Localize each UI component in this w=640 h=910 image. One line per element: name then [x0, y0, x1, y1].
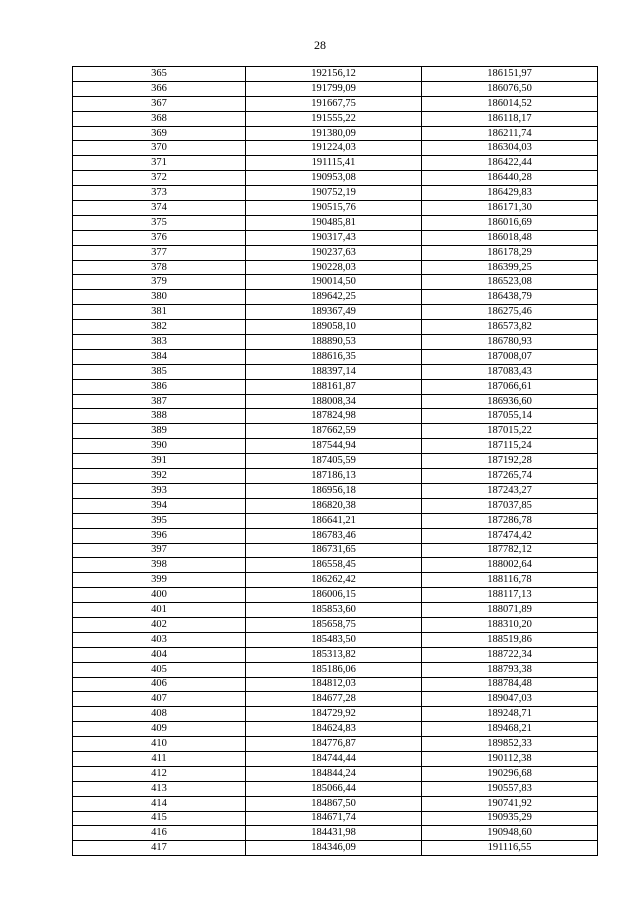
- point-number-cell: 411: [73, 751, 246, 766]
- point-number-cell: 393: [73, 483, 246, 498]
- point-number-cell: 398: [73, 558, 246, 573]
- x-coordinate-cell: 187824,98: [246, 409, 422, 424]
- y-coordinate-cell: 191116,55: [422, 841, 598, 856]
- x-coordinate-cell: 188616,35: [246, 349, 422, 364]
- x-coordinate-cell: 191799,09: [246, 81, 422, 96]
- x-coordinate-cell: 187405,59: [246, 454, 422, 469]
- y-coordinate-cell: 190741,92: [422, 796, 598, 811]
- point-number-cell: 399: [73, 573, 246, 588]
- y-coordinate-cell: 188519,86: [422, 632, 598, 647]
- y-coordinate-cell: 188002,64: [422, 558, 598, 573]
- x-coordinate-cell: 190953,08: [246, 171, 422, 186]
- table-row: [73, 603, 598, 618]
- table-row: [73, 156, 598, 171]
- y-coordinate-cell: 189047,03: [422, 692, 598, 707]
- y-coordinate-cell: 189852,33: [422, 737, 598, 752]
- table-row: [73, 513, 598, 528]
- y-coordinate-cell: 187015,22: [422, 424, 598, 439]
- table-row: [73, 424, 598, 439]
- point-number-cell: 414: [73, 796, 246, 811]
- point-number-cell: 381: [73, 305, 246, 320]
- x-coordinate-cell: 185186,06: [246, 662, 422, 677]
- point-number-cell: 417: [73, 841, 246, 856]
- x-coordinate-cell: 184431,98: [246, 826, 422, 841]
- table-row: [73, 528, 598, 543]
- x-coordinate-cell: 186006,15: [246, 588, 422, 603]
- point-number-cell: 385: [73, 364, 246, 379]
- x-coordinate-cell: 191224,03: [246, 141, 422, 156]
- x-coordinate-cell: 184844,24: [246, 766, 422, 781]
- x-coordinate-cell: 186262,42: [246, 573, 422, 588]
- point-number-cell: 380: [73, 290, 246, 305]
- y-coordinate-cell: 186780,93: [422, 335, 598, 350]
- x-coordinate-cell: 191380,09: [246, 126, 422, 141]
- table-row: [73, 483, 598, 498]
- point-number-cell: 366: [73, 81, 246, 96]
- table-row: [73, 349, 598, 364]
- x-coordinate-cell: 187662,59: [246, 424, 422, 439]
- point-number-cell: 377: [73, 245, 246, 260]
- y-coordinate-cell: 188116,78: [422, 573, 598, 588]
- table-row: [73, 781, 598, 796]
- y-coordinate-cell: 187008,07: [422, 349, 598, 364]
- y-coordinate-cell: 187286,78: [422, 513, 598, 528]
- x-coordinate-cell: 190228,03: [246, 260, 422, 275]
- y-coordinate-cell: 187474,42: [422, 528, 598, 543]
- y-coordinate-cell: 190112,38: [422, 751, 598, 766]
- x-coordinate-cell: 191115,41: [246, 156, 422, 171]
- point-number-cell: 370: [73, 141, 246, 156]
- table-row: [73, 111, 598, 126]
- y-coordinate-cell: 187055,14: [422, 409, 598, 424]
- y-coordinate-cell: 188117,13: [422, 588, 598, 603]
- point-number-cell: 368: [73, 111, 246, 126]
- point-number-cell: 397: [73, 543, 246, 558]
- y-coordinate-cell: 186422,44: [422, 156, 598, 171]
- x-coordinate-cell: 188397,14: [246, 364, 422, 379]
- y-coordinate-cell: 186275,46: [422, 305, 598, 320]
- table-row: [73, 67, 598, 82]
- table-row: [73, 260, 598, 275]
- y-coordinate-cell: 186014,52: [422, 96, 598, 111]
- table-row: [73, 81, 598, 96]
- table-row: [73, 290, 598, 305]
- x-coordinate-cell: 186731,65: [246, 543, 422, 558]
- x-coordinate-cell: 190752,19: [246, 186, 422, 201]
- x-coordinate-cell: 184776,87: [246, 737, 422, 752]
- point-number-cell: 395: [73, 513, 246, 528]
- x-coordinate-cell: 184744,44: [246, 751, 422, 766]
- table-row: [73, 215, 598, 230]
- table-row: [73, 305, 598, 320]
- table-row: [73, 141, 598, 156]
- point-number-cell: 372: [73, 171, 246, 186]
- table-row: [73, 811, 598, 826]
- table-row: [73, 379, 598, 394]
- table-row: [73, 126, 598, 141]
- point-number-cell: 404: [73, 647, 246, 662]
- table-row: [73, 573, 598, 588]
- table-row: [73, 692, 598, 707]
- point-number-cell: 406: [73, 677, 246, 692]
- x-coordinate-cell: 184867,50: [246, 796, 422, 811]
- table-row: [73, 707, 598, 722]
- x-coordinate-cell: 186820,38: [246, 498, 422, 513]
- point-number-cell: 402: [73, 617, 246, 632]
- y-coordinate-cell: 188071,89: [422, 603, 598, 618]
- x-coordinate-cell: 188890,53: [246, 335, 422, 350]
- y-coordinate-cell: 190948,60: [422, 826, 598, 841]
- y-coordinate-cell: 186429,83: [422, 186, 598, 201]
- y-coordinate-cell: 186304,03: [422, 141, 598, 156]
- y-coordinate-cell: 186399,25: [422, 260, 598, 275]
- x-coordinate-cell: 184729,92: [246, 707, 422, 722]
- y-coordinate-cell: 186440,28: [422, 171, 598, 186]
- point-number-cell: 407: [73, 692, 246, 707]
- table-row: [73, 394, 598, 409]
- x-coordinate-cell: 184812,03: [246, 677, 422, 692]
- table-row: [73, 766, 598, 781]
- y-coordinate-cell: 187192,28: [422, 454, 598, 469]
- point-number-cell: 376: [73, 230, 246, 245]
- x-coordinate-cell: 189642,25: [246, 290, 422, 305]
- x-coordinate-cell: 185483,50: [246, 632, 422, 647]
- table-row: [73, 439, 598, 454]
- table-row: [73, 498, 598, 513]
- y-coordinate-cell: 189248,71: [422, 707, 598, 722]
- point-number-cell: 391: [73, 454, 246, 469]
- point-number-cell: 403: [73, 632, 246, 647]
- x-coordinate-cell: 191555,22: [246, 111, 422, 126]
- y-coordinate-cell: 186178,29: [422, 245, 598, 260]
- y-coordinate-cell: 186936,60: [422, 394, 598, 409]
- x-coordinate-cell: 184346,09: [246, 841, 422, 856]
- x-coordinate-cell: 187186,13: [246, 469, 422, 484]
- table-row: [73, 841, 598, 856]
- y-coordinate-cell: 186151,97: [422, 67, 598, 82]
- y-coordinate-cell: 186211,74: [422, 126, 598, 141]
- point-number-cell: 389: [73, 424, 246, 439]
- y-coordinate-cell: 186118,17: [422, 111, 598, 126]
- x-coordinate-cell: 187544,94: [246, 439, 422, 454]
- x-coordinate-cell: 188008,34: [246, 394, 422, 409]
- table-row: [73, 751, 598, 766]
- point-number-cell: 367: [73, 96, 246, 111]
- x-coordinate-cell: 186783,46: [246, 528, 422, 543]
- point-number-cell: 371: [73, 156, 246, 171]
- table-row: [73, 364, 598, 379]
- y-coordinate-cell: 187066,61: [422, 379, 598, 394]
- y-coordinate-cell: 187243,27: [422, 483, 598, 498]
- point-number-cell: 386: [73, 379, 246, 394]
- point-number-cell: 390: [73, 439, 246, 454]
- point-number-cell: 373: [73, 186, 246, 201]
- x-coordinate-cell: 190237,63: [246, 245, 422, 260]
- point-number-cell: 410: [73, 737, 246, 752]
- point-number-cell: 409: [73, 722, 246, 737]
- point-number-cell: 369: [73, 126, 246, 141]
- x-coordinate-cell: 189367,49: [246, 305, 422, 320]
- y-coordinate-cell: 186076,50: [422, 81, 598, 96]
- table-row: [73, 543, 598, 558]
- page-number: 28: [314, 38, 326, 52]
- x-coordinate-cell: 191667,75: [246, 96, 422, 111]
- x-coordinate-cell: 185853,60: [246, 603, 422, 618]
- point-number-cell: 405: [73, 662, 246, 677]
- table-row: [73, 469, 598, 484]
- point-number-cell: 396: [73, 528, 246, 543]
- x-coordinate-cell: 185066,44: [246, 781, 422, 796]
- table-row: [73, 677, 598, 692]
- table-row: [73, 826, 598, 841]
- y-coordinate-cell: 186438,79: [422, 290, 598, 305]
- y-coordinate-cell: 190296,68: [422, 766, 598, 781]
- y-coordinate-cell: 186018,48: [422, 230, 598, 245]
- x-coordinate-cell: 190485,81: [246, 215, 422, 230]
- table-row: [73, 722, 598, 737]
- point-number-cell: 378: [73, 260, 246, 275]
- point-number-cell: 375: [73, 215, 246, 230]
- y-coordinate-cell: 187037,85: [422, 498, 598, 513]
- x-coordinate-cell: 184671,74: [246, 811, 422, 826]
- point-number-cell: 416: [73, 826, 246, 841]
- x-coordinate-cell: 186641,21: [246, 513, 422, 528]
- y-coordinate-cell: 186573,82: [422, 320, 598, 335]
- table-row: [73, 632, 598, 647]
- point-number-cell: 382: [73, 320, 246, 335]
- table-row: [73, 171, 598, 186]
- table-row: [73, 588, 598, 603]
- x-coordinate-cell: 185658,75: [246, 617, 422, 632]
- y-coordinate-cell: 189468,21: [422, 722, 598, 737]
- y-coordinate-cell: 187265,74: [422, 469, 598, 484]
- x-coordinate-cell: 190317,43: [246, 230, 422, 245]
- table-row: [73, 230, 598, 245]
- y-coordinate-cell: 190935,29: [422, 811, 598, 826]
- point-number-cell: 413: [73, 781, 246, 796]
- table-row: [73, 186, 598, 201]
- point-number-cell: 388: [73, 409, 246, 424]
- table-row: [73, 662, 598, 677]
- table-row: [73, 454, 598, 469]
- y-coordinate-cell: 187115,24: [422, 439, 598, 454]
- y-coordinate-cell: 188793,38: [422, 662, 598, 677]
- point-number-cell: 365: [73, 67, 246, 82]
- table-row: [73, 201, 598, 216]
- point-number-cell: 392: [73, 469, 246, 484]
- point-number-cell: 379: [73, 275, 246, 290]
- y-coordinate-cell: 188722,34: [422, 647, 598, 662]
- y-coordinate-cell: 186523,08: [422, 275, 598, 290]
- y-coordinate-cell: 187782,12: [422, 543, 598, 558]
- y-coordinate-cell: 188784,48: [422, 677, 598, 692]
- y-coordinate-cell: 190557,83: [422, 781, 598, 796]
- table-row: [73, 647, 598, 662]
- x-coordinate-cell: 184624,83: [246, 722, 422, 737]
- coordinates-table: [72, 66, 598, 856]
- table-row: [73, 796, 598, 811]
- x-coordinate-cell: 192156,12: [246, 67, 422, 82]
- point-number-cell: 412: [73, 766, 246, 781]
- x-coordinate-cell: 190515,76: [246, 201, 422, 216]
- table-row: [73, 245, 598, 260]
- coordinates-table-body: [73, 67, 598, 856]
- x-coordinate-cell: 189058,10: [246, 320, 422, 335]
- point-number-cell: 401: [73, 603, 246, 618]
- point-number-cell: 384: [73, 349, 246, 364]
- table-row: [73, 96, 598, 111]
- y-coordinate-cell: 186171,30: [422, 201, 598, 216]
- table-row: [73, 409, 598, 424]
- table-row: [73, 335, 598, 350]
- x-coordinate-cell: 186558,45: [246, 558, 422, 573]
- point-number-cell: 415: [73, 811, 246, 826]
- y-coordinate-cell: 188310,20: [422, 617, 598, 632]
- table-row: [73, 617, 598, 632]
- y-coordinate-cell: 186016,69: [422, 215, 598, 230]
- point-number-cell: 387: [73, 394, 246, 409]
- point-number-cell: 383: [73, 335, 246, 350]
- x-coordinate-cell: 184677,28: [246, 692, 422, 707]
- table-row: [73, 558, 598, 573]
- y-coordinate-cell: 187083,43: [422, 364, 598, 379]
- x-coordinate-cell: 190014,50: [246, 275, 422, 290]
- point-number-cell: 408: [73, 707, 246, 722]
- point-number-cell: 374: [73, 201, 246, 216]
- point-number-cell: 394: [73, 498, 246, 513]
- table-row: [73, 737, 598, 752]
- x-coordinate-cell: 188161,87: [246, 379, 422, 394]
- point-number-cell: 400: [73, 588, 246, 603]
- table-row: [73, 320, 598, 335]
- x-coordinate-cell: 186956,18: [246, 483, 422, 498]
- x-coordinate-cell: 185313,82: [246, 647, 422, 662]
- table-row: [73, 275, 598, 290]
